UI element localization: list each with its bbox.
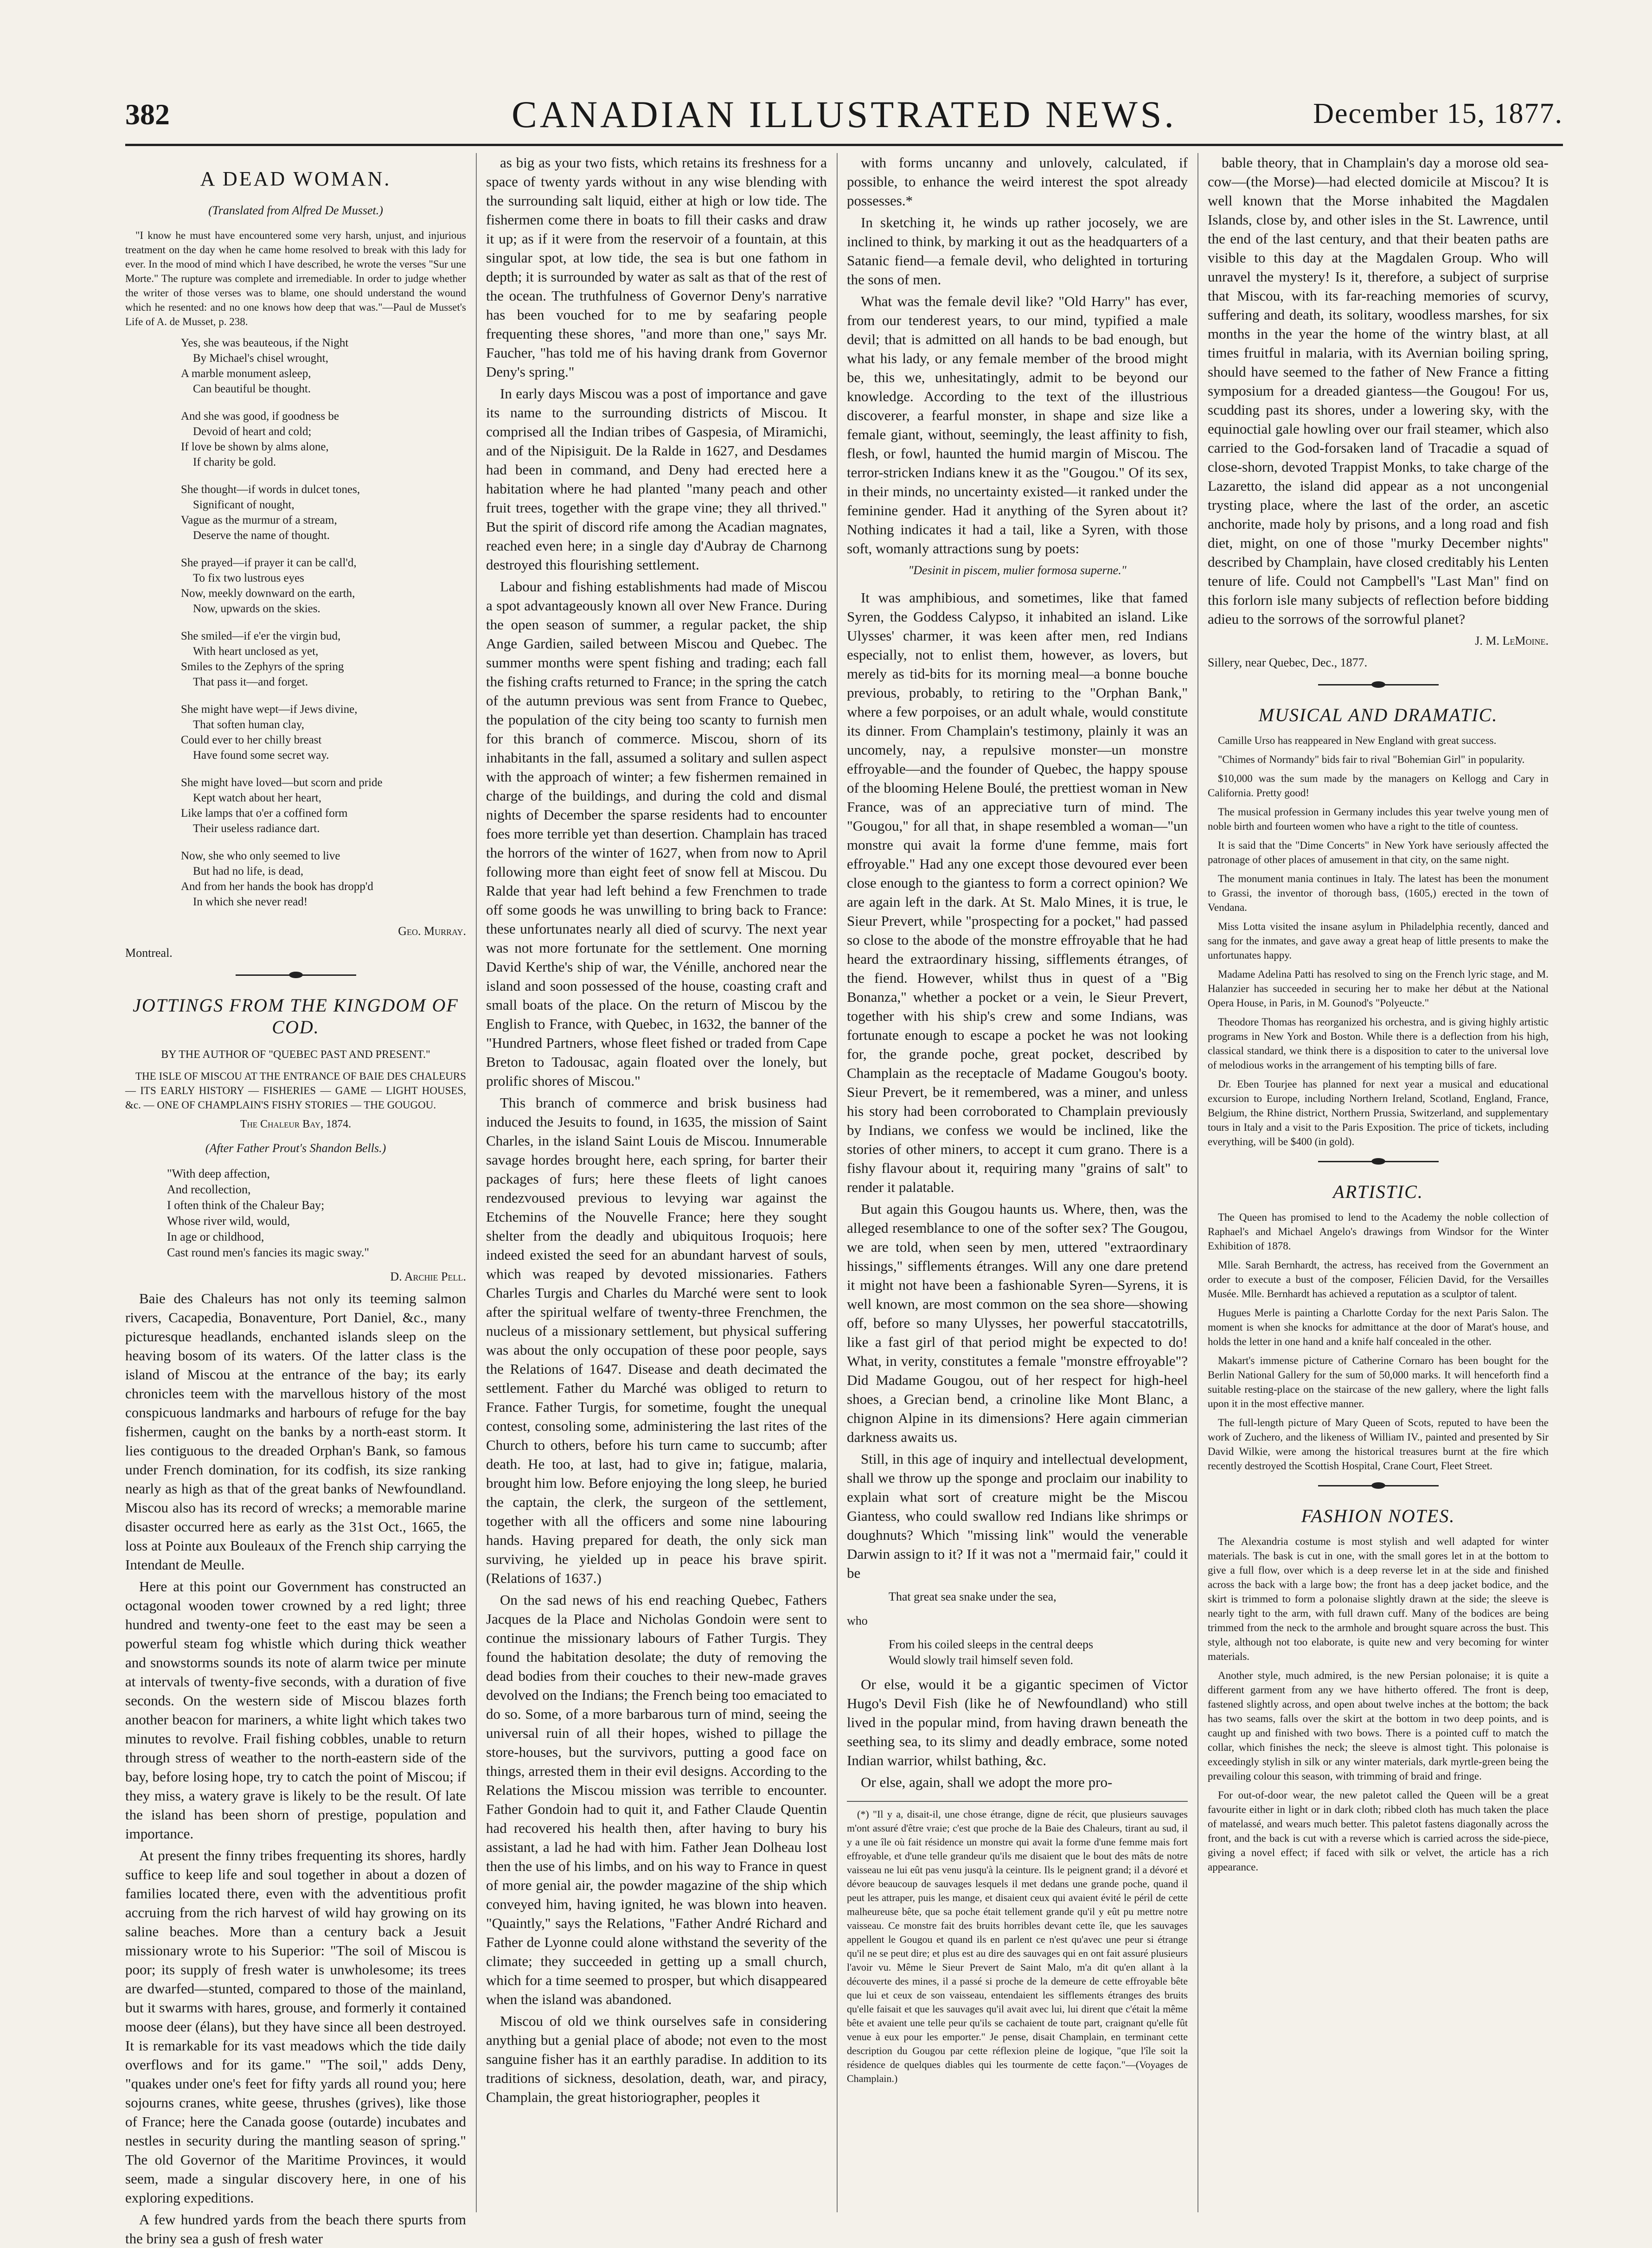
column-rule xyxy=(1197,153,1198,2212)
verse-line: Cast round men's fancies its magic sway." xyxy=(167,1246,370,1259)
poem-line: If charity be gold. xyxy=(193,456,276,468)
musical-notes xyxy=(1208,733,1549,1149)
section-divider xyxy=(1318,1161,1439,1162)
verse-line: And recollection, xyxy=(167,1183,251,1196)
paragraph: It is said that the "Dime Concerts" in New York have seriously affected the patronage of other places of amusement in that city, on the same night. xyxy=(1208,839,1549,865)
poem-stanza xyxy=(181,848,466,909)
verse-line: Would slowly trail himself seven fold. xyxy=(889,1653,1073,1667)
jottings-title: JOTTINGS FROM THE KINGDOM OF COD. xyxy=(133,995,459,1038)
section-divider xyxy=(1318,1485,1439,1486)
paragraph: For out-of-door wear, the new paletot called the Queen will be a great favourite either in light or in dark cloth; ribbed cloth has much taken the place of matelassé, and wears much better. This paletot fastens diagonally across the front, and the back is cut with a reverse which is carried across the side-piece, giving a novel effect; if faced with silk or velvet, the article has a rich appearance. xyxy=(1208,1789,1549,1873)
poem-line: She prayed—if prayer it can be call'd, xyxy=(181,557,357,569)
poem-line: And she was good, if goodness be xyxy=(181,410,339,423)
jottings-byline: BY THE AUTHOR OF "QUEBEC PAST AND PRESENT." xyxy=(161,1049,430,1061)
paragraph: At present the finny tribes frequenting its shores, hardly suffice to keep life and soul together in about a dozen of families located there, even with the adventitious profit accruing from the rich harvest of wild hay growing on its saline beaches. More than a century back a Jesuit missionary wrote to his Superior: "The soil of Miscou is poor; its supply of fresh water is unwholesome; its trees are dwarfed—stunted, compared to those of the mainland, but it swarms with hares, grouse, and formerly it contained moose deer (élans), but they have since all been destroyed. It is remarkable for its vast meadows which the tide daily overflows and for its game." "The soil," adds Deny, "quakes under one's feet for fifty yards all round you; here sojourns cranes, white geese, thrushes (grives), like those of France; here the Canada goose (outarde) incubates and nestles in security during the mantling season of spring." The old Governor of the Maritime Provinces, it would seem, made a singular discovery here, in one of his exploring expeditions. xyxy=(125,1847,466,2206)
paragraph: Makart's immense picture of Catherine Cornaro has been bought for the Berlin National Gallery for the sum of 50,000 marks. It will henceforth find a suitable resting-place on the staircase of the new gallery, where the light falls upon it in the most effective manner. xyxy=(1208,1355,1549,1409)
poem-stanza xyxy=(181,409,466,470)
page-header xyxy=(125,93,1563,144)
poem-line: Like lamps that o'er a coffined form xyxy=(181,807,348,820)
paragraph: A few hundred yards from the beach there spurts from the briny sea a gush of fresh water xyxy=(125,2211,466,2247)
fashion-title: FASHION NOTES. xyxy=(1301,1505,1455,1526)
dead-woman-poem xyxy=(181,335,466,909)
poem-line: Devoid of heart and cold; xyxy=(193,425,312,438)
artistic-title: ARTISTIC. xyxy=(1333,1181,1423,1202)
verse-line: "With deep affection, xyxy=(167,1167,270,1180)
jottings-body xyxy=(125,1289,466,2248)
paragraph: Or else, again, shall we adopt the more pro- xyxy=(861,1774,1113,1790)
paragraph: bable theory, that in Champlain's day a morose old sea-cow—(the Morse)—had elected domicile at Miscou? It is well known that the Morse inhabited the Magdalen Islands, close by, and other isles in the St. Lawrence, until the end of the last century, and that their beaten paths are visible to this day at the Magdalen Group. Who will unravel the mystery! Is it, therefore, a subject of surprise that Miscou, with its far-reaching memories of scurvy, suffering and death, its solitary, woodless marshes, for six months in the year the home of the wintry blast, at all times fruitful in malaria, with its Avernian boiling spring, should have seemed to the father of New France a fitting symposium for a dreaded giantess—the Gougou! For us, scudding past its shores, under a lowering sky, with the equinoctial gale howling over our frail steamer, which also carried to the God-forsaken land of Tracadie a squad of close-shorn, devoted Trappist Monks, to take charge of the Lazaretto, the island did appear as a not uncongenial trysting place, where the last of the order, an ascetic anchorite, made holy by prisons, and a long road and fish diet, might, on one of those "murky December nights" described by Champlain, have closed creditably his Lenten tenure of life. Could not Campbell's "Last Man" find on this forlorn isle many subjects of reflection before bidding adieu to the sorrows of the sorrowful planet? xyxy=(1208,154,1549,627)
paragraph: "Chimes of Normandy" bids fair to rival "Bohemian Girl" in popularity. xyxy=(1218,754,1525,765)
poem-stanza xyxy=(181,702,466,763)
poem-line: Yes, she was beauteous, if the Night xyxy=(181,337,349,349)
verse-line: Whose river wild, would, xyxy=(167,1214,290,1228)
fashion-notes xyxy=(1208,1534,1549,1874)
poem-line: In which she never read! xyxy=(193,896,308,908)
poem-line: Could ever to her chilly breast xyxy=(181,734,322,746)
paragraph: Labour and fishing establishments had made of Miscou a spot advantageously known all over New France. During the open season of summer, a regular packet, the ship Ange Gardien, sailed between Miscou and Quebec. The summer months were spent fishing and trading; each fall the fishing crafts returned to France; in the spring the catch of the autumn previous was sent from France to Quebec, the population of the city being too scanty to furnish men for this branch of commerce. Miscou, shorn of its inhabitants in the fall, assumed a solitary and sullen aspect with the approach of winter; a few fishermen remained in charge of the buildings, and during the cold and dismal nights of December the sparse residents had to encounter foes more terrible yet than desertion. Champlain has traced the horrors of the winter of 1627, when from now to April following more than eight feet of snow fell at Miscou. Du Ralde that year had left behind a few Frenchmen to trade off some goods he was unwilling to bring back to France: these unfortunates nearly all died of scurvy. The next year was not more fortunate for the settlement. One morning David Kerthe's ship of war, the Vénille, anchored near the island and soon possessed of the house, coasting craft and small boats of the place. On the return of Miscou by the English to France, with Quebec, in 1632, the banner of the "Hundred Partners, whose fleet fished or traded from Cape Breton to Tadousac, again floated over the lonely, but prolific shores of Miscou." xyxy=(486,578,827,1089)
poem-line: She might have wept—if Jews divine, xyxy=(181,703,358,716)
column-1 xyxy=(125,153,466,2247)
poem-line: She smiled—if e'er the virgin bud, xyxy=(181,630,341,642)
poem-line: By Michael's chisel wrought, xyxy=(193,352,328,365)
poem-line: Significant of nought, xyxy=(193,499,295,511)
paragraph: $10,000 was the sum made by the managers on Kellogg and Cary in California. Pretty good! xyxy=(1208,773,1549,799)
verse-line: That great sea snake under the sea, xyxy=(889,1590,1057,1603)
poem-line: She might have loved—but scorn and pride xyxy=(181,776,383,789)
column-4 xyxy=(1208,153,1549,2212)
poem-place: Montreal. xyxy=(125,946,173,960)
lemoine-signature: J. M. LeMoine. xyxy=(1475,634,1549,647)
paragraph: Hugues Merle is painting a Charlotte Corday for the next Paris Salon. The moment is when she knocks for admittance at the door of Marat's house, and holds the letter in one hand and a knife half concealed in the other. xyxy=(1208,1307,1549,1347)
verse-line: From his coiled sleeps in the central deeps xyxy=(889,1638,1094,1651)
lemoine-place: Sillery, near Quebec, Dec., 1877. xyxy=(1208,656,1368,669)
paragraph: Still, in this age of inquiry and intellectual development, shall we throw up the sponge and proclaim our inability to explain what sort of creature might be the Miscou Giantess, who could swallow red Indians like shrimps or doughnuts? Which "missing link" would the venerable Darwin assign to it? If it was not a "mermaid fair," could it be xyxy=(847,1451,1188,1581)
artistic-notes xyxy=(1208,1210,1549,1473)
section-divider xyxy=(1318,684,1439,685)
paragraph: In early days Miscou was a post of importance and gave its name to the surrounding districts of Miscou. It comprised all the Indian tribes of Gaspesia, of Miramichi, and of the Nipisiguit. De la Ralde in 1627, and Desdames had been in command, and Deny had erected here a habitation where he had planted "many peach and other fruit trees, together with the grape vine; they all thrived." But the spirit of discord rife among the Acadian magnates, reached even here; in a single day d'Aubray de Charnong destroyed this flourishing settlement. xyxy=(486,385,827,573)
jottings-verse xyxy=(167,1166,466,1261)
column-rule xyxy=(476,153,477,2212)
jottings-location: The Chaleur Bay, 1874. xyxy=(240,1118,352,1130)
poem-line: To fix two lustrous eyes xyxy=(193,572,304,584)
poem-line: Deserve the name of thought. xyxy=(193,529,330,542)
paragraph: The musical profession in Germany includes this year twelve young men of noble birth and fourteen women who have a right to the title of countess. xyxy=(1208,806,1549,832)
paragraph: What was the female devil like? "Old Harry" has ever, from our tenderest years, to our mind, typified a male devil; that is admitted on all hands to be bad enough, but what his lady, or any female member of the brood might be, this we, unhesitatingly, admit to be beyond our knowledge. According to the text of the illustrious discoverer, a fearful monster, in shape and size like a female giant, without, seemingly, the least affinity to fish, flesh, or fowl, haunted the humid margin of Miscou. The terror-stricken Indians knew it as the "Gougou." Of its sex, in their minds, no uncertainty existed—it ranked under the feminine gender. Had it anything of the Syren about it? Nothing indicates it had a tail, like a Syren, with those soft, womanly attractions sung by poets: xyxy=(847,293,1188,557)
section-divider xyxy=(236,974,356,976)
poem-line: Kept watch about her heart, xyxy=(193,792,321,804)
poem-stanza xyxy=(181,775,466,836)
paragraph: Another style, much admired, is the new Persian polonaise; it is quite a different garment from any we have hitherto offered. The front is deep, fastened slightly across, and open about twelve inches at the bottom; the back has two seams, falls over the skirt at the bottom in two deep points, and is caught up and finished with two bows. There is a pointed cuff to match the collar, which finishes the neck; the sleeve is almost tight. This polonaise is exceedingly stylish in silk or any winter materials, dark myrtle-green being the prevailing colour this season, with trimming of braid and fringe. xyxy=(1208,1670,1549,1782)
poem-line: Now, she who only seemed to live xyxy=(181,850,340,862)
poem-line: That soften human clay, xyxy=(193,718,304,731)
poem-line: That pass it—and forget. xyxy=(193,676,308,688)
paragraph: But again this Gougou haunts us. Where, then, was the alleged resemblance to one of the softer sex? The Gougou, we are told, when seen by men, uttered "extraordinary hissings," sifflements étranges. Will any one dare pretend it might not have been a fashionable Syren—Syrens, it is well known, are most common on the sea shore—showing off, before so many Ulysses, her powerful staccatotrills, like a fast girl of that period might be expected to do! What, in verity, constitutes a female "monstre effroyable"? Did Madame Gougou, out of her respect for high-heel shoes, a Grecian bend, a crinoline like Mont Blanc, a chignon Alpine in its dimensions? Here again cimmerian darkness awaits us. xyxy=(847,1201,1188,1445)
paragraph: Here at this point our Government has constructed an octagonal wooden tower crowned by a red light; three hundred and twenty-one feet to the east may be seen a powerful steam fog whistle which during thick weather and snowstorms sounds its note of alarm twice per minute at intervals of twenty-five seconds, with a duration of five seconds. On the western side of Miscou blazes forth another beacon for mariners, a white light which takes two minutes to revolve. Frail fishing cobbles, unable to return through stress of weather to the north-eastern side of the bay, before losing hope, try to catch the point of Miscou; if they miss, a watery grave is likely to be the result. Of late the island has been shorn of prestige, population and importance. xyxy=(125,1578,466,1842)
paragraph: Or else, would it be a gigantic specimen of Victor Hugo's Devil Fish (like he of Newfoundland) who still lived in the popular mind, from having drawn beneath the seething sea, to its slimy and deadly embrace, some noted Indian warrior, whilst bathing, &c. xyxy=(847,1676,1188,1768)
header-rule xyxy=(125,144,1563,146)
paragraph: The Alexandria costume is most stylish and well adapted for winter materials. The bask is cut in one, with the small gores let in at the bottom to give a full flow, over which is a deep reverse let in at the side and finished across the back with a large bow; the front has a deep jacket bodice, and the skirt is trimmed to form a polonaise slightly drawn at the side; the sleeve is nearly tight to the arm, with full drawn cuff. Many of the bodices are being trimmed from the neck to the armhole and brought square across the bust. This style, although not too elaborate, is quite new and very becoming for winter materials. xyxy=(1208,1536,1549,1662)
dead-woman-title: A DEAD WOMAN. xyxy=(200,167,391,190)
paragraph: The monument mania continues in Italy. The latest has been the monument to Grassi, the inventor of thorough bass, (1605,) erected in the town of Vendana. xyxy=(1208,873,1549,913)
page-number: 382 xyxy=(125,98,170,131)
col4-body xyxy=(1208,153,1549,628)
paragraph: In sketching it, he winds up rather jocosely, we are inclined to think, by marking it out as the headquarters of a Satanic fiend—a female devil, who delighted in torturing the sons of men. xyxy=(847,214,1188,288)
verse-line: In age or childhood, xyxy=(167,1230,264,1243)
who-line: who xyxy=(847,1614,868,1627)
column-2 xyxy=(486,153,827,2212)
masthead: CANADIAN ILLUSTRATED NEWS. xyxy=(512,93,1177,135)
col3-body-a xyxy=(847,153,1188,558)
poem-line: Can beautiful be thought. xyxy=(193,383,311,395)
poem-line: Now, meekly downward on the earth, xyxy=(181,587,355,600)
dead-woman-translated: (Translated from Alfred De Musset.) xyxy=(208,204,383,217)
poem-line: She thought—if words in dulcet tones, xyxy=(181,483,360,496)
column-rule xyxy=(837,153,838,2212)
sea-snake-verse xyxy=(889,1589,1188,1605)
verse-signature: D. Archie Pell. xyxy=(390,1270,466,1283)
paragraph: Madame Adelina Patti has resolved to sing on the French lyric stage, and M. Halanzier has succeeded in securing her to make her début at the National Opera House, in Paris, in M. Gounod's "Polyeucte." xyxy=(1208,968,1549,1009)
paragraph: Mlle. Sarah Bernhardt, the actress, has received from the Government an order to execute a bust of the composer, Félicien David, for the Versailles Musée. Mlle. Bernhardt has achieved a reputation as a sculptor of talent. xyxy=(1208,1259,1549,1300)
poem-stanza xyxy=(181,482,466,543)
paragraph: The Queen has promised to lend to the Academy the noble collection of Raphael's and Michael Angelo's drawings from Windsor for the Winter Exhibition of 1878. xyxy=(1208,1211,1549,1252)
poem-line: Vague as the murmur of a stream, xyxy=(181,514,337,526)
champlain-footnote: (*) "Il y a, disait-il, une chose étrange, digne de récit, que plusieurs sauvages m'ont assuré d'être vraie; c'est que proche de la Baie des Chaleurs, tirant au sud, il y a une île où fait résidence un monstre qui avait la forme d'une femme mais fort effroyable, et d'une telle grandeur qu'ils me disaient que le bout des mâts de notre vaisseau ne lui eût pas venu jusqu'à la ceinture. Ils le peignent grand; il a dévoré et dévore beaucoup de sauvages lesquels il met dedans une grande poche, quand il peut les attraper, puis les mange, et disaient ceux qui avaient évité le péril de cette malheureuse bête, que sa poche était tellement grande qu'il y eût pu mettre notre vaisseau. Ce monstre fait des bruits horribles devant cette île, que les sauvages appellent le Gougou et quand ils en parlent ce n'est qu'avec une peur si étrange qu'il ne se peut dire; et plus est au dire des sauvages qui en ont fait assuré plusieurs l'avoir vu. Même le Sieur Prevert de Saint Malo, m'a dit qu'en allant à la découverte des mines, il a passé si proche de la demeure de cette effroyable bête que lui et ceux de son vaisseau, entendaient les sifflements étranges des bruits qu'elle faisait et que les sauvages qu'il avait avec lui, lui dirent que c'était la même bête et avaient une telle peur qu'ils se cachaient de toute part, craignant qu'elle fût venue à eux pour les emporter." Je pense, disait Champlain, en terminant cette description du Gougou par cette réflexion pleine de logique, "que l'île soit la résidence de quelques diables qui les tourmente de cette façon."—(Voyages de Champlain.) xyxy=(847,1801,1188,2086)
poem-line: And from her hands the book has dropp'd xyxy=(181,880,373,893)
poem-stanza xyxy=(181,628,466,690)
paragraph: This branch of commerce and brisk business had induced the Jesuits to found, in 1635, the mission of Saint Charles, in the island Saint Louis de Miscou. Innumerable savage hordes brought here, each spring, for barter their packages of furs; here these fleets of light canoes rendezvoused previous to levying war against the Etchemins of the Nouvelle France; here they sought shelter from the deadly and ubiquitous Iroquois; here indeed existed the seed for an abundant harvest of souls, which was reaped by devoted missionaries. Fathers Charles Turgis and Charles du Marché were sent to look after the spiritual welfare of twenty-three Frenchmen, the nucleus of a missionary settlement, but physical suffering was about the only occupation of these poor people, says the Relations of 1647. Disease and death decimated the settlement. Father du Marché was obliged to return to France. Father Turgis, for sometime, fought the unequal contest, consoling some, administering the last rites of the Church to others, before his turn came to succumb; after death. He too, at last, had to give in; fatigue, malaria, brought him low. Before enjoying the long sleep, he buried the captain, the clerk, the surgeon of the settlement, together with all the officers and some nine labouring hands. Having prepared for death, the only sick man surviving, he yielded up in peace his brave spirit. (Relations of 1637.) xyxy=(486,1095,827,1586)
latin-quote: "Desinit in piscem, mulier formosa superne." xyxy=(908,564,1127,577)
poem-stanza xyxy=(181,335,466,397)
col3-body-b xyxy=(847,588,1188,1582)
musical-title: MUSICAL AND DRAMATIC. xyxy=(1258,705,1498,725)
paragraph: Dr. Eben Tourjee has planned for next year a musical and educational excursion to Europe, including Northern Ireland, Scotland, England, France, Belgium, the Rhine district, Northern Prussia, Switzerland, and supplementary tours in Italy and a visit to the Paris Exposition. The price of tickets, including everything, will be $400 (in gold). xyxy=(1208,1078,1549,1147)
paragraph: Theodore Thomas has reorganized his orchestra, and is giving highly artistic programs in New York and Boston. While there is a deflection from his high, classical standard, we think there is a disposition to cater to the universal love of melodious works in the arrangement of his tempting bills of fare. xyxy=(1208,1016,1549,1071)
coiled-verse xyxy=(889,1637,1188,1668)
jottings-summary: THE ISLE OF MISCOU AT THE ENTRANCE OF BAIE DES CHALEURS — ITS EARLY HISTORY — FISHERIES — GAME — LIGHT HOUSES, &c. — ONE OF CHAMPLAIN'S FISHY STORIES — THE GOUGOU. xyxy=(125,1070,466,1111)
jottings-after: (After Father Prout's Shandon Bells.) xyxy=(205,1141,386,1155)
paragraph: Baie des Chaleurs has not only its teeming salmon rivers, Cacapedia, Bonaventure, Port Daniel, &c., many picturesque headlands, enchanted islands sleep on the heaving bosom of its waters. Of the latter class is the island of Miscou at the entrance of the bay; its early chronicles teem with the marvellous history of the most conspicuous landmarks and harbours of refuge for the bay fishermen, caught on the banks by a north-east storm. It lies contiguous to the dreaded Orphan's Bank, so famous under French domination, for its codfish, its size ranking nearly as high as that of the great banks of Newfoundland. Miscou also has its record of wrecks; a memorable marine disaster occurred here as early as the 31st Oct., 1665, the loss at Pointe aux Bouleaux of the French ship carrying the Intendant de Meulle. xyxy=(125,1290,466,1573)
poem-line: Smiles to the Zephyrs of the spring xyxy=(181,660,344,673)
paragraph: Miscou of old we think ourselves safe in considering anything but a genial place of abode; not even to the most sanguine fisher has it an earthly paradise. In addition to its traditions of sickness, desolation, death, war, and piracy, Champlain, the great historiographer, peoples it xyxy=(486,2013,827,2105)
paragraph: with forms uncanny and unlovely, calculated, if possible, to enhance the weird interest the spot already possesses.* xyxy=(847,154,1188,209)
paragraph: The full-length picture of Mary Queen of Scots, reputed to have been the work of Zuchero, and the likeness of William IV., painted and presented by Sir David Wilkie, were among the historical treasures burnt at the fire which recently destroyed the Scottish Hospital, Crane Court, Fleet Street. xyxy=(1208,1417,1549,1472)
poem-line: But had no life, is dead, xyxy=(193,865,304,877)
poem-line: Now, upwards on the skies. xyxy=(193,602,320,615)
poem-line: With heart unclosed as yet, xyxy=(193,645,319,658)
poem-line: Their useless radiance dart. xyxy=(193,822,320,835)
poem-line: Have found some secret way. xyxy=(193,749,329,762)
dead-woman-intro: "I know he must have encountered some very harsh, unjust, and injurious treatment on the day when he came home resolved to break with this lady for ever. In the mood of mind which I have described, he wrote the verses "Sur une Morte." The rupture was complete and irremediable. In order to judge whether the writer of those verses was to blame, one should understand the wound which he resented: and no one knows how deep that was."—Paul de Musset's Life of A. de Musset, p. 238. xyxy=(125,230,466,327)
poem-line: If love be shown by alms alone, xyxy=(181,441,329,453)
poem-signature: Geo. Murray. xyxy=(398,924,466,938)
poem-line: A marble monument asleep, xyxy=(181,367,311,380)
paragraph: Camille Urso has reappeared in New England with great success. xyxy=(1218,735,1497,746)
paragraph: It was amphibious, and sometimes, like that famed Syren, the Goddess Calypso, it inhabited an island. Like Ulysses' charmer, it was keen after men, red Indians especially, not to enlist them, however, as lovers, but merely as tid-bits for its morning meal—a bonne bouche previous, probably, to retiring to the "Orphan Bank," where a few porpoises, or an adult whale, would constitute its dinner. From Champlain's testimony, plainly it was an uncomely, nay, a repulsive monster—un monstre effroyable—and the founder of Quebec, the happy spouse of the blooming Helene Boulé, the prettiest woman in New France, was of an appreciative turn of mind. The "Gougou," for all that, in shape resembled a woman—"un monstre qui avait la forme d'une femme, mais fort effroyable." Had any one except those devoured ever been close enough to the giantess to form a correct opinion? We are again left in the dark. At St. Malo Mines, it is true, le Sieur Prevert, while "prospecting for a pocket," had passed so close to the abode of the monstre effroyable that he had heard the extraordinary hissing, sifflements étranges, of the fiend. However, whilst thus in quest of a "Big Bonanza," whether a pocket or a vein, le Sieur Prevert, together with his ship's crew and some Indians, was fortunate enough to escape a pocket he was not looking for, the grande poche, great pocket, described by Champlain as the receptacle of Madame Gougou's booty. Sieur Prevert, be it remembered, was a miner, and unless his story had been corroborated to Champlain previously by Indians, we confess we would be inclined, like the stories of other miners, to accept it cum grano. There is a fishy flavour about it, requiring many "grains of salt" to render it palatable. xyxy=(847,589,1188,1195)
issue-date: December 15, 1877. xyxy=(1313,98,1563,129)
poem-stanza xyxy=(181,555,466,616)
col3-body-c xyxy=(847,1675,1188,1792)
column-3 xyxy=(847,153,1188,2212)
paragraph: as big as your two fists, which retains its freshness for a space of twenty yards without in any wise blending with the surrounding salt liquid, either at high or low tide. The fishermen come there in boats to fill their casks and draw it up; as if it were from the reservoir of a fountain, at this singular spot, at low tide, the sea is but one fathom in depth; it is surrounded by water as salt as that of the rest of the ocean. The truthfulness of Governor Deny's narrative has been vouched for to me by seafaring people frequenting these shores, "and more than one," says Mr. Faucher, "has told me of his having drank from Governor Deny's spring." xyxy=(486,154,827,380)
verse-line: I often think of the Chaleur Bay; xyxy=(167,1198,325,1212)
paragraph: On the sad news of his end reaching Quebec, Fathers Jacques de la Place and Nicholas Gondoin were sent to continue the missionary labours of Father Turgis. They found the habitation desolate; the duty of removing the dead bodies from their couches to their new-made graves devolved on the Indians; the French being too emaciated to do so. Some, of a more barbarous turn of mind, seeing the universal ruin of all their hopes, wished to pillage the store-houses, but the survivors, putting a good face on things, arrested them in their evil designs. According to the Relations the Miscou mission was terrible to encounter. Father Gondoin had to quit it, and Father Claude Quentin had recovered his health then, after having to bury his assistant, a lad he had with him. Father Jean Dolheau lost then the use of his limbs, and on his way to France in quest of more genial air, the powder magazine of the ship which conveyed him, having ignited, he was blown into heaven. "Quaintly," says the Relations, "Father André Richard and Father de Lyonne could alone withstand the severity of the climate; they succeeded in getting up a small church, which for a time seemed to prosper, but which disappeared when the island was abandoned. xyxy=(486,1592,827,2007)
paragraph: Miss Lotta visited the insane asylum in Philadelphia recently, danced and sang for the inmates, and gave away a great heap of little presents to make the unfortunates happy. xyxy=(1208,921,1549,961)
